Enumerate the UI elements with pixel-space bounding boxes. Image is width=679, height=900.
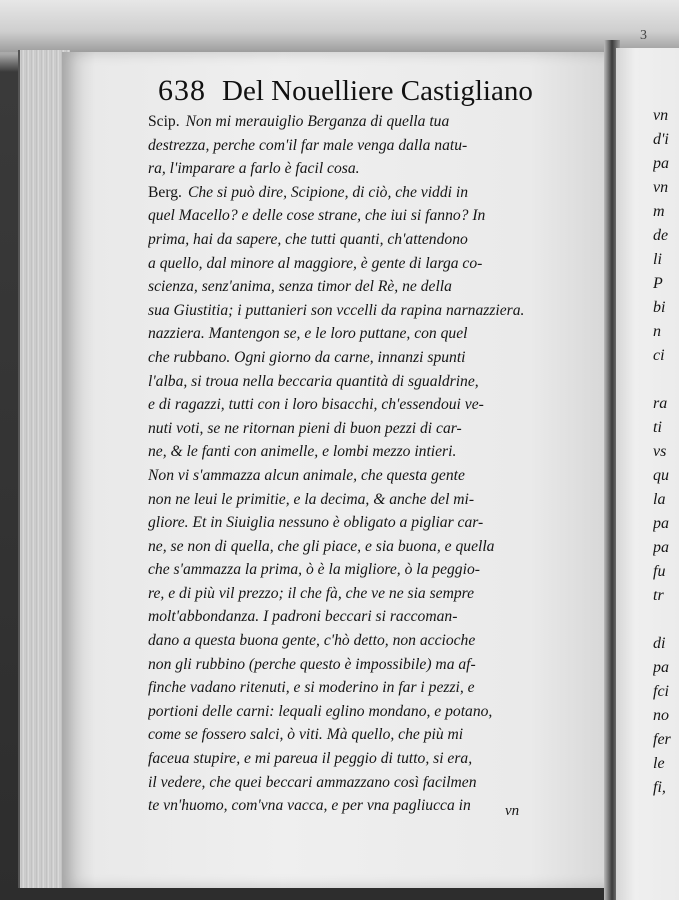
text-line bbox=[148, 511, 598, 535]
line-text: quel Macello? e delle cose strane, che iui si fanno? In bbox=[148, 207, 486, 225]
right-page-fragment: pa bbox=[653, 515, 669, 532]
text-line bbox=[148, 535, 598, 559]
line-text: te vn'huomo, com'vna vacca, e per vna pagliucca in bbox=[148, 797, 471, 815]
text-line bbox=[148, 488, 598, 512]
right-page-fragment: ci bbox=[653, 347, 665, 364]
right-page-fragment: vn bbox=[653, 107, 669, 124]
line-text: re, e di più vil prezzo; il che fà, che ve ne sia sempre bbox=[148, 584, 475, 602]
page-header bbox=[158, 74, 598, 114]
line-text: ra, l'imparare a farlo è facil cosa. bbox=[148, 160, 360, 178]
right-page-fragment bbox=[653, 368, 679, 392]
text-line bbox=[148, 393, 598, 417]
right-page-fragment: ti bbox=[653, 419, 662, 436]
right-page-fragment: fi, bbox=[653, 779, 666, 796]
line-text: gliore. Et in Siuiglia nessuno è obligato a pigliar car- bbox=[148, 514, 484, 532]
catchword: vn bbox=[505, 803, 520, 819]
speaker-label: Berg. bbox=[148, 183, 182, 201]
right-page-fragment: no bbox=[653, 707, 669, 724]
text-line bbox=[148, 134, 598, 158]
right-page-fragment: n bbox=[653, 323, 661, 340]
line-text: nazziera. Mantengon se, e le loro puttane, con quel bbox=[148, 325, 468, 343]
right-page-fragment: vs bbox=[653, 443, 667, 460]
right-page-fragment: li bbox=[653, 251, 662, 268]
right-page-fragment: m bbox=[653, 203, 665, 220]
right-page-fragment: ra bbox=[653, 395, 668, 412]
text-line bbox=[148, 605, 598, 629]
scan-top-margin bbox=[0, 0, 679, 52]
text-line bbox=[148, 181, 598, 205]
text-line bbox=[148, 370, 598, 394]
speaker-label: Scip. bbox=[148, 113, 180, 130]
line-text: molt'abbondanza. I padroni beccari si raccoman- bbox=[148, 608, 458, 626]
text-line bbox=[148, 582, 598, 606]
right-page-fragment: pa bbox=[653, 659, 669, 676]
right-page-fragment: la bbox=[653, 491, 666, 508]
right-page-fragment: fer bbox=[653, 731, 671, 748]
line-text: non ne leui le primitie, e la decima, & anche del mi- bbox=[148, 490, 475, 508]
text-line bbox=[148, 794, 598, 818]
line-text: Non mi merauiglio Berganza di quella tua bbox=[185, 113, 450, 130]
line-text: Non vi s'ammazza alcun animale, che questa gente bbox=[148, 466, 465, 484]
text-line bbox=[148, 228, 598, 252]
text-line bbox=[148, 110, 598, 134]
running-title: Del Nouelliere Castigliano bbox=[222, 75, 533, 107]
body-text bbox=[148, 110, 598, 818]
text-line bbox=[148, 558, 598, 582]
line-text: finche vadano ritenuti, e si moderino in far i pezzi, e bbox=[148, 679, 475, 697]
line-text: sua Giustitia; i puttanieri son vccelli da rapina narnazziera. bbox=[148, 301, 525, 319]
line-text: ne, & le fanti con animelle, e lombi mezzo intieri. bbox=[148, 443, 457, 461]
line-text: portioni delle carni: lequali eglino mondano, e potano, bbox=[148, 702, 493, 720]
line-text: il vedere, che quei beccari ammazzano così facilmen bbox=[148, 773, 477, 791]
text-line bbox=[148, 275, 598, 299]
line-text: e di ragazzi, tutti con i loro bisacchi, ch'essendoui ve- bbox=[148, 396, 484, 414]
right-page-fragment: P bbox=[653, 275, 663, 292]
text-line bbox=[148, 417, 598, 441]
page-number: 638 bbox=[158, 74, 206, 107]
text-line bbox=[148, 771, 598, 795]
text-line bbox=[148, 299, 598, 323]
right-page-fragment: de bbox=[653, 227, 669, 244]
line-text: nuti voti, se ne ritornan pieni di buon pezzi di car- bbox=[148, 419, 462, 437]
text-line bbox=[148, 629, 598, 653]
line-text: faceua stupire, e mi pareua il peggio di tutto, si era, bbox=[148, 750, 473, 768]
line-text: a quello, dal minore al maggiore, è gente di larga co- bbox=[148, 254, 483, 272]
text-line bbox=[148, 464, 598, 488]
right-page-fragment: bi bbox=[653, 299, 666, 316]
line-text: l'alba, si troua nella beccaria quantità di sgualdrine, bbox=[148, 372, 479, 390]
text-line bbox=[148, 700, 598, 724]
right-page-fragment bbox=[653, 608, 679, 632]
line-text: scienza, senz'anima, senza timor del Rè, ne della bbox=[148, 278, 452, 296]
text-line bbox=[148, 440, 598, 464]
text-line bbox=[148, 653, 598, 677]
line-text: ne, se non di quella, che gli piace, e sia buona, e quella bbox=[148, 537, 495, 555]
line-text: dano a questa buona gente, c'hò detto, non accioche bbox=[148, 632, 476, 650]
text-line bbox=[148, 322, 598, 346]
right-page-fragment: fci bbox=[653, 683, 669, 700]
right-page-fragment: le bbox=[653, 755, 665, 772]
right-page-fragment: vn bbox=[653, 179, 669, 196]
line-text: non gli rubbino (perche questo è impossibile) ma af- bbox=[148, 655, 476, 673]
text-line bbox=[148, 676, 598, 700]
line-text: che rubbano. Ogni giorno da carne, innanzi spunti bbox=[148, 348, 466, 366]
line-text: destrezza, perche com'il far male venga dalla natu- bbox=[148, 136, 468, 154]
right-page-fragment: pa bbox=[653, 155, 669, 172]
right-page-fragment: d'i bbox=[653, 131, 669, 148]
text-line bbox=[148, 252, 598, 276]
line-text: come se fossero salci, ò viti. Mà quello, che più mi bbox=[148, 726, 464, 744]
line-text: Che si può dire, Scipione, di ciò, che viddi in bbox=[187, 183, 468, 201]
line-text: prima, hai da sapere, che tutti quanti, ch'attendono bbox=[148, 230, 468, 248]
right-page-fragment: di bbox=[653, 635, 666, 652]
right-page-text-fragments bbox=[653, 104, 679, 800]
right-page-fragment: fu bbox=[653, 563, 666, 580]
right-page-fragment: pa bbox=[653, 539, 669, 556]
text-line bbox=[148, 204, 598, 228]
right-page-fragment: tr bbox=[653, 587, 664, 604]
text-line bbox=[148, 346, 598, 370]
right-page-fragment: qu bbox=[653, 467, 669, 484]
text-line bbox=[148, 157, 598, 181]
text-line bbox=[148, 723, 598, 747]
line-text: che s'ammazza la prima, ò è la migliore, ò la peggio- bbox=[148, 561, 480, 579]
text-line bbox=[148, 747, 598, 771]
corner-mark: 3 bbox=[640, 28, 647, 43]
